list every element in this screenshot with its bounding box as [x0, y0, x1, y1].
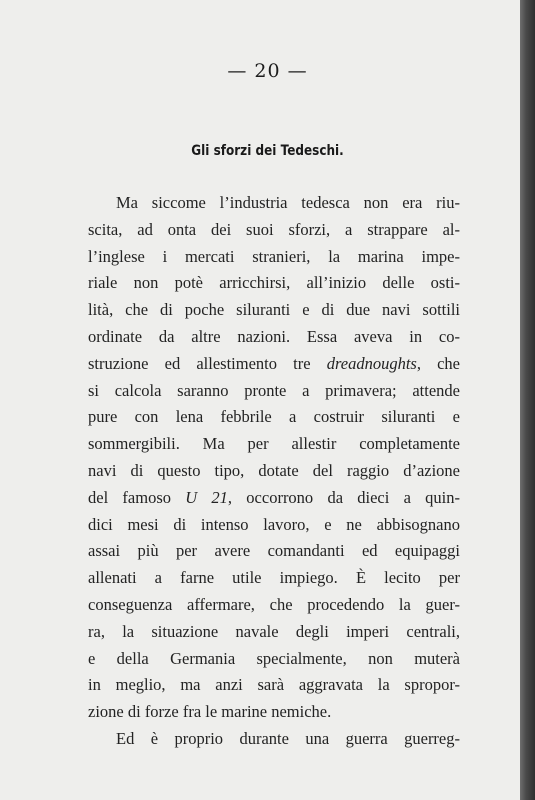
text-line: riale non potè arricchirsi, all’inizio delle osti-: [88, 273, 460, 293]
italic-term: U 21: [185, 487, 228, 507]
text-segment: , occorrono da dieci a quin-: [227, 487, 460, 507]
text-segment: struzione ed allestimento tre: [88, 353, 327, 373]
text-line: assai più per avere comandanti ed equipaggi: [88, 541, 460, 561]
body-text: [88, 190, 460, 753]
paragraph-2: [88, 726, 460, 753]
text-line: dici mesi di intenso lavoro, e ne abbisognano: [88, 514, 460, 534]
text-line: l’inglese i mercati stranieri, la marina impe-: [88, 246, 460, 266]
text-line: conseguenza affermare, che procedendo la guer-: [88, 594, 460, 614]
text-line: allenati a farne utile impiego. È lecito per: [88, 568, 460, 588]
text-line: Ed è proprio durante una guerra guerreg-: [116, 728, 460, 748]
text-line: Ma siccome l’industria tedesca non era riu-: [116, 193, 460, 212]
text-line: lità, che di poche siluranti e di due navi sottili: [88, 300, 460, 320]
text-line: e della Germania specialmente, non muterà: [88, 648, 460, 668]
section-heading: Gli sforzi dei Tedeschi.: [191, 143, 344, 159]
book-edge: [520, 0, 535, 800]
text-line: ra, la situazione navale degli imperi centrali,: [88, 621, 460, 641]
text-segment: , che: [416, 353, 460, 373]
italic-term: dreadnoughts: [326, 353, 417, 373]
text-line: sommergibili. Ma per allestir completamente: [88, 434, 460, 454]
text-segment: del famoso: [88, 487, 186, 507]
text-line: navi di questo tipo, dotate del raggio d’azione: [88, 460, 460, 480]
paragraph-1: [88, 190, 460, 726]
text-line: zione di forze fra le marine nemiche.: [88, 702, 332, 722]
text-line: ordinate da altre nazioni. Essa aveva in co-: [88, 326, 460, 346]
text-line: in meglio, ma anzi sarà aggravata la spropor-: [88, 675, 460, 695]
page-number: — 20 —: [227, 60, 308, 82]
text-line: pure con lena febbrile a costruir siluranti e: [88, 407, 460, 427]
text-line: si calcola saranno pronte a primavera; attende: [88, 380, 460, 400]
text-line: [88, 351, 460, 378]
text-line: scita, ad onta dei suoi sforzi, a strappare al-: [88, 219, 460, 239]
text-line: [88, 485, 460, 512]
